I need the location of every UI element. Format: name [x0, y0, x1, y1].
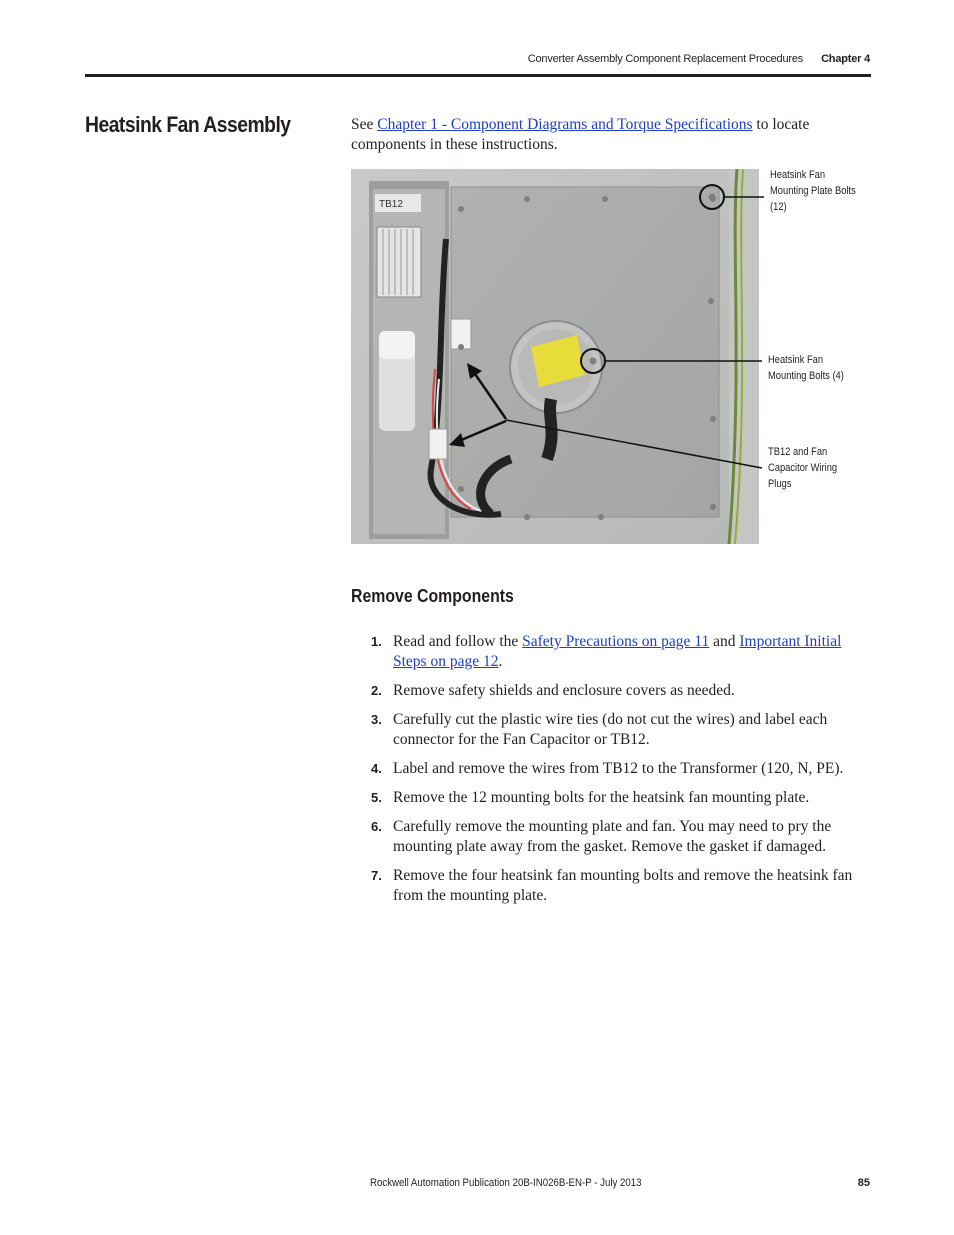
- intro-prefix: See: [351, 116, 378, 133]
- step-7: 7. Remove the four heatsink fan mounting bolts and remove the heatsink fan from the mounting plate.: [371, 867, 853, 904]
- step-6: 6. Carefully remove the mounting plate and fan. You may need to pry the mounting plate away from the gasket. Remove the gasket if damaged.: [371, 818, 832, 855]
- step-number: 6.: [371, 819, 382, 834]
- callout-wiring-plugs: TB12 and Fan Capacitor Wiring Plugs: [768, 446, 838, 490]
- chapter-label: Chapter 4: [821, 53, 870, 65]
- step-5: 5. Remove the 12 mounting bolts for the heatsink fan mounting plate.: [371, 789, 810, 806]
- step-1: 1. Read and follow the Safety Precautions on page 11 and Important Initial Steps on page 12.: [371, 633, 842, 670]
- step-4: 4. Label and remove the wires from TB12 to the Transformer (120, N, PE).: [371, 760, 844, 777]
- running-header: [528, 53, 870, 65]
- step-number: 4.: [371, 761, 382, 776]
- tb12-label: TB12: [379, 199, 403, 210]
- safety-precautions-link[interactable]: Safety Precautions on page 11: [522, 633, 710, 650]
- page-number: 85: [857, 1177, 870, 1189]
- procedure-steps: [351, 632, 871, 915]
- callout-fan-bolts: Heatsink Fan Mounting Bolts (4): [768, 354, 844, 382]
- publication-footer: Rockwell Automation Publication 20B-IN026B-EN-P - July 2013: [370, 1177, 642, 1189]
- step-3: 3. Carefully cut the plastic wire ties (do not cut the wires) and label each connector for the Fan Capacitor or TB12.: [371, 711, 828, 748]
- running-title: Converter Assembly Component Replacement Procedures: [527, 53, 804, 65]
- step-number: 3.: [371, 712, 382, 727]
- intro-paragraph: [351, 115, 851, 155]
- section-title: Heatsink Fan Assembly: [85, 112, 291, 137]
- step-number: 5.: [371, 790, 382, 805]
- chapter-1-link[interactable]: Chapter 1 - Component Diagrams and Torque Specifications: [377, 116, 753, 133]
- important-initial-steps-link[interactable]: Important Initial Steps on page 12: [393, 633, 842, 670]
- subsection-title: Remove Components: [351, 586, 514, 606]
- step-number: 1.: [371, 634, 382, 649]
- heatsink-fan-photo: [351, 169, 759, 544]
- intro-suffix: to locate components in these instructions.: [351, 116, 810, 153]
- header-rule: [85, 74, 871, 77]
- step-number: 2.: [371, 683, 382, 698]
- callout-plate-bolts: Heatsink Fan Mounting Plate Bolts (12): [770, 169, 856, 213]
- step-2: 2. Remove safety shields and enclosure covers as needed.: [371, 682, 735, 699]
- step-number: 7.: [371, 868, 382, 883]
